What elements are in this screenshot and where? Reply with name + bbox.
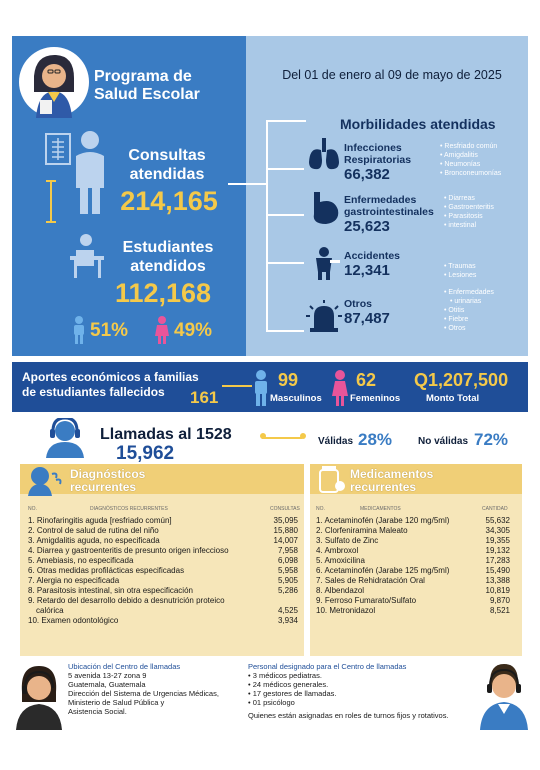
- morbidity-bracket: [266, 120, 268, 332]
- bracket-tick: [266, 168, 304, 170]
- morbidity-name: Enfermedades: [344, 194, 417, 206]
- row-value: 34,305: [485, 526, 510, 535]
- row-value: 4,525: [277, 606, 298, 615]
- row-label: 3. Amigdalitis aguda, no especificada: [28, 536, 160, 545]
- table-row: [316, 546, 510, 556]
- morbidity-title: Morbilidades atendidas: [340, 116, 496, 132]
- morbidity-item-gastro: [344, 194, 440, 235]
- connector-cap: [46, 221, 56, 223]
- staff-title: Personal designado para el Centro de llamadas: [248, 662, 407, 671]
- location-line: Ministerio de Salud Pública y: [68, 698, 165, 707]
- row-value: 5,286: [277, 586, 298, 595]
- medications-title: [350, 468, 433, 494]
- medications-title-line1: Medicamentos: [350, 467, 434, 481]
- location-line: 5 avenida 13-27 zona 9: [68, 671, 147, 680]
- row-label: 1. Acetaminofén (Jarabe 120 mg/5ml): [316, 516, 450, 525]
- row-value: 3,934: [277, 616, 298, 625]
- consultas-label: [112, 146, 222, 184]
- table-row: [28, 516, 298, 526]
- patient-cough-icon: [26, 466, 66, 496]
- row-value: 5,958: [277, 566, 298, 575]
- row-label: 9. Ferroso Fumarato/Sulfato: [316, 596, 417, 605]
- calls-connector-dot: [300, 433, 306, 439]
- aportes-connector: [222, 385, 252, 387]
- morbidity-subitem: • Lesiones: [444, 271, 526, 280]
- table-row: [28, 566, 298, 576]
- bracket-tick: [266, 214, 304, 216]
- row-label: 10. Metronidazol: [316, 606, 376, 615]
- estudiantes-value: 112,168: [114, 278, 212, 308]
- morbidity-subitem: • Fiebre: [444, 315, 526, 324]
- aportes-male-label: Masculinos: [270, 393, 322, 404]
- row-label: 8. Parasitosis intestinal, sin otra especificación: [28, 586, 193, 595]
- row-value: 6,098: [277, 556, 298, 565]
- morbidity-value: 25,623: [344, 218, 390, 235]
- morbidity-subitem: • intestinal: [444, 221, 526, 230]
- aportes-amount-label: Monto Total: [426, 393, 480, 404]
- bracket-tick: [266, 262, 304, 264]
- row-value: 19,355: [485, 536, 510, 545]
- row-value: 8,521: [489, 606, 510, 615]
- aportes-female-value: 62: [356, 370, 377, 390]
- female-percentage: 49%: [174, 320, 213, 341]
- female-icon: [332, 370, 348, 406]
- row-label: 4. Ambroxol: [316, 546, 359, 555]
- aportes-title: [22, 370, 202, 400]
- row-label: 2. Control de salud de rutina del niño: [28, 526, 159, 535]
- table-row: [316, 596, 510, 606]
- row-label: 8. Albendazol: [316, 586, 365, 595]
- aportes-amount: Q1,207,500: [414, 370, 509, 390]
- morbidity-name: Otros: [344, 298, 373, 310]
- row-label: 4. Diarrea y gastroenteritis de presunto origen infeccioso: [28, 546, 229, 555]
- morbidity-subitem: • Otitis: [444, 306, 526, 315]
- diagnoses-title-line2: recurrentes: [70, 480, 137, 494]
- morbidity-subitem: • urinarias: [444, 297, 526, 306]
- morbidity-subitem: • Gastroenteritis: [444, 203, 526, 212]
- call-agent-icon: [44, 418, 86, 458]
- row-label: calórica: [36, 606, 64, 615]
- table-row: [316, 586, 510, 596]
- calls-connector-dot: [260, 433, 266, 439]
- staff-note: Quienes están asignadas en roles de turnos fijos y rotativos.: [248, 711, 449, 720]
- location-block: [68, 662, 238, 716]
- morbidity-subitem: • Diarreas: [444, 194, 526, 203]
- aportes-male-value: 99: [278, 370, 299, 390]
- row-value: 10,819: [485, 586, 510, 595]
- row-label: 10. Examen odontológico: [28, 616, 119, 625]
- row-label: 6. Acetaminofén (Jarabe 125 mg/5ml): [316, 566, 450, 575]
- morbidity-subitem: • Amigdalitis: [440, 151, 526, 160]
- morbidity-subitem: • Traumas: [444, 262, 526, 271]
- valid-calls-label: Válidas: [318, 436, 354, 447]
- row-value: 15,490: [485, 566, 510, 575]
- staff-line: • 24 médicos generales.: [248, 680, 329, 689]
- diagnoses-title-line1: Diagnósticos: [70, 467, 146, 481]
- row-value: 5,905: [277, 576, 298, 585]
- table-row: [28, 546, 298, 556]
- staff-line: • 3 médicos pediatras.: [248, 671, 322, 680]
- male-operator-avatar: [476, 660, 532, 730]
- teacher-avatar: [18, 46, 90, 118]
- estudiantes-label-line1: Estudiantes: [122, 239, 214, 256]
- location-line: Guatemala, Guatemala: [68, 680, 146, 689]
- table-row: [316, 606, 510, 616]
- medications-col-value: CANTIDAD: [482, 506, 508, 512]
- row-label: 2. Clorfeniramina Maleato: [316, 526, 408, 535]
- female-operator-avatar: [12, 662, 66, 730]
- row-value: 55,632: [485, 516, 510, 525]
- staff-line: • 17 gestores de llamadas.: [248, 689, 337, 698]
- morbidity-subitem: • Bronconeumonías: [440, 169, 526, 178]
- morbidity-sublist: [444, 288, 526, 333]
- morbidity-name: Respiratorias: [344, 154, 412, 166]
- table-row: [28, 586, 298, 596]
- morbidity-name: Accidentes: [344, 250, 401, 262]
- diagnoses-title: [70, 468, 145, 494]
- row-label: 7. Sales de Rehidratación Oral: [316, 576, 425, 585]
- row-label: 1. Rinofaringitis aguda [resfriado común]: [28, 516, 172, 525]
- table-row: [28, 526, 298, 536]
- morbidity-sublist: [440, 142, 526, 178]
- date-range: Del 01 de enero al 09 de mayo de 2025: [282, 68, 502, 82]
- aportes-total: 161: [190, 388, 219, 407]
- female-icon: [154, 316, 170, 344]
- morbidity-item-respiratory: [344, 142, 436, 183]
- valid-calls-pct: 28%: [358, 430, 393, 449]
- pills-icon: [318, 466, 346, 494]
- injury-icon: [306, 246, 342, 280]
- row-label: 5. Amebiasis, no especificada: [28, 556, 134, 565]
- row-label: 7. Alergia no especificada: [28, 576, 120, 585]
- table-row: [316, 516, 510, 526]
- bracket-tick: [266, 120, 306, 122]
- aportes-title-line2: de estudiantes fallecidos: [22, 385, 165, 399]
- calls-value: 15,962: [116, 443, 175, 464]
- row-value: 14,007: [273, 536, 298, 545]
- row-label: 9. Retardo del desarrollo debido a desnutrición proteico: [28, 596, 225, 605]
- diagnoses-col-value: CONSULTAS: [270, 506, 300, 512]
- consultas-value: 214,165: [120, 186, 218, 216]
- aportes-female-label: Femeninos: [350, 393, 401, 404]
- consultas-label-line1: Consultas: [128, 147, 206, 164]
- stomach-icon: [306, 192, 342, 226]
- table-row: [316, 526, 510, 536]
- calls-connector: [262, 437, 302, 439]
- morbidity-item-accidents: [344, 250, 436, 279]
- row-label: 5. Amoxicilina: [316, 556, 365, 565]
- estudiantes-label: [108, 238, 228, 276]
- morbidity-item-others: [344, 298, 436, 327]
- morbidity-name: gastrointestinales: [344, 206, 434, 218]
- table-row: [316, 566, 510, 576]
- staff-block: [248, 662, 474, 720]
- row-label: 6. Otras medidas profilácticas especificadas: [28, 566, 185, 575]
- bracket-tick: [266, 330, 304, 332]
- medications-rows: [316, 516, 510, 616]
- table-row: [28, 576, 298, 586]
- connector-cap: [46, 180, 56, 182]
- invalid-calls-label: No válidas: [418, 436, 469, 447]
- morbidity-subitem: • Neumonías: [440, 160, 526, 169]
- location-line: Asistencia Social.: [68, 707, 127, 716]
- student-desk-icon: [66, 232, 108, 280]
- morbidity-subitem: • Otros: [444, 324, 526, 333]
- morbidity-subitem: • Resfriado común: [440, 142, 526, 151]
- table-row: [316, 536, 510, 546]
- panel-connector: [228, 183, 268, 185]
- medications-col-no: NO.: [316, 506, 325, 512]
- connector-line: [50, 182, 52, 222]
- row-label: 3. Sulfato de Zinc: [316, 536, 379, 545]
- location-line: Dirección del Sistema de Urgencias Médicas,: [68, 689, 219, 698]
- siren-icon: [306, 300, 342, 332]
- morbidity-subitem: • Parasitosis: [444, 212, 526, 221]
- staff-line: • 01 psicólogo: [248, 698, 295, 707]
- consultas-label-line2: atendidas: [129, 166, 205, 183]
- row-value: 9,870: [489, 596, 510, 605]
- table-row: [316, 576, 510, 586]
- morbidity-sublist: [444, 262, 526, 280]
- male-icon: [72, 316, 86, 344]
- row-value: 17,283: [485, 556, 510, 565]
- morbidity-value: 87,487: [344, 310, 390, 327]
- program-title: [94, 68, 244, 104]
- table-row: [28, 596, 298, 606]
- morbidity-value: 12,341: [344, 262, 390, 279]
- diagnoses-col-no: NO.: [28, 506, 37, 512]
- row-value: 15,880: [273, 526, 298, 535]
- aportes-title-line1: Aportes económicos a familias: [22, 370, 199, 384]
- morbidity-sublist: [444, 194, 526, 230]
- morbidity-subitem: • Enfermedades: [444, 288, 526, 297]
- location-title: Ubicación del Centro de llamadas: [68, 662, 181, 671]
- diagnoses-rows: [28, 516, 298, 626]
- lungs-icon: [306, 138, 342, 172]
- program-title-line2: Salud Escolar: [94, 86, 200, 103]
- program-title-line1: Programa de: [94, 68, 192, 85]
- male-percentage: 51%: [90, 320, 129, 341]
- diagnoses-col-name: DIAGNÓSTICOS RECURRENTES: [90, 506, 168, 512]
- estudiantes-label-line2: atendidos: [130, 258, 206, 275]
- row-value: 35,095: [273, 516, 298, 525]
- invalid-calls-pct: 72%: [474, 430, 509, 449]
- table-row: [316, 556, 510, 566]
- table-row: [28, 556, 298, 566]
- medications-title-line2: recurrentes: [350, 480, 417, 494]
- morbidity-name: Infecciones: [344, 142, 402, 154]
- morbidity-value: 66,382: [344, 166, 390, 183]
- table-row: [28, 616, 298, 626]
- row-value: 19,132: [485, 546, 510, 555]
- medications-col-name: MEDICAMENTOS: [360, 506, 401, 512]
- row-value: 7,958: [277, 546, 298, 555]
- table-row: [28, 536, 298, 546]
- calls-title: Llamadas al 1528: [100, 426, 232, 443]
- male-icon: [254, 370, 268, 406]
- table-row: [28, 606, 298, 616]
- row-value: 13,388: [485, 576, 510, 585]
